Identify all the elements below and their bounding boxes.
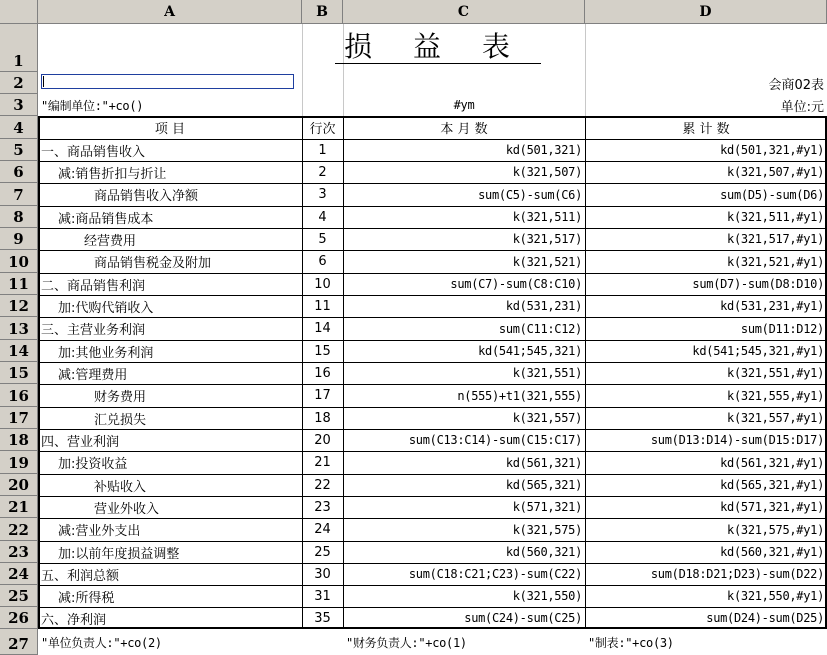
cell-d10[interactable]: k(321,521,#y1) (727, 254, 824, 269)
cell-a14[interactable]: 加:其他业务利润 (58, 345, 154, 361)
row-header-20[interactable]: 20 (0, 474, 38, 496)
cell-b15[interactable]: 16 (314, 365, 331, 381)
cell-b6[interactable]: 2 (318, 164, 327, 180)
row-header-18[interactable]: 18 (0, 429, 38, 451)
column-header-c[interactable]: C (343, 0, 585, 24)
row-header-26[interactable]: 26 (0, 607, 38, 629)
row-rule (38, 384, 827, 385)
row-rule (38, 228, 827, 229)
column-header-b[interactable]: B (302, 0, 343, 24)
title-underline (335, 63, 541, 64)
row-header-17[interactable]: 17 (0, 407, 38, 429)
cell-b11[interactable]: 10 (314, 276, 331, 292)
cell-a6[interactable]: 减:销售折扣与折让 (58, 166, 167, 182)
cell-a17[interactable]: 汇兑损失 (94, 412, 147, 428)
cell-c3[interactable]: #ym (453, 98, 475, 112)
cell-d22[interactable]: k(321,575,#y1) (727, 522, 824, 537)
gridline (302, 24, 303, 116)
cell-a9[interactable]: 经营费用 (84, 233, 137, 249)
cell-c20[interactable]: kd(565,321) (505, 478, 582, 492)
row-header-22[interactable]: 22 (0, 518, 38, 541)
cell-a4-header-item[interactable]: 项 目 (154, 122, 186, 137)
cell-c25[interactable]: k(321,550) (512, 589, 582, 603)
select-all-corner[interactable] (0, 0, 38, 24)
cell-a21[interactable]: 营业外收入 (94, 501, 160, 517)
row-rule (38, 518, 827, 519)
cell-a3[interactable]: "编制单位:"+co() (41, 98, 144, 113)
cell-c19[interactable]: kd(561,321) (505, 455, 582, 470)
cell-a8[interactable]: 减:商品销售成本 (58, 211, 154, 227)
cell-a22[interactable]: 减:营业外支出 (58, 524, 141, 539)
cell-a5[interactable]: 一、商品销售收入 (41, 144, 146, 160)
row-header-6[interactable]: 6 (0, 161, 38, 183)
cell-c11[interactable]: sum(C7)-sum(C8:C10) (450, 277, 582, 291)
row-header-24[interactable]: 24 (0, 563, 38, 585)
cell-d11[interactable]: sum(D7)-sum(D8:D10) (692, 277, 824, 291)
cell-b22[interactable]: 24 (314, 522, 331, 537)
row-rule (38, 161, 827, 162)
row-header-5[interactable]: 5 (0, 139, 38, 161)
cell-d9[interactable]: k(321,517,#y1) (727, 232, 824, 246)
row-header-25[interactable]: 25 (0, 585, 38, 607)
column-rule (585, 116, 586, 629)
cell-b10[interactable]: 6 (318, 254, 327, 269)
row-header-11[interactable]: 11 (0, 273, 38, 295)
row-header-3[interactable]: 3 (0, 94, 38, 116)
cell-a7[interactable]: 商品销售收入净额 (94, 189, 199, 204)
column-header-bar (0, 0, 827, 24)
cell-b8[interactable]: 4 (318, 209, 327, 225)
row-header-8[interactable]: 8 (0, 206, 38, 228)
cell-c24[interactable]: sum(C18:C21;C23)-sum(C22) (408, 567, 582, 581)
cell-d3[interactable]: 单位:元 (780, 99, 824, 115)
cell-c18[interactable]: sum(C13:C14)-sum(C15:C17) (408, 433, 582, 447)
row-header-15[interactable]: 15 (0, 362, 38, 384)
cell-d27[interactable]: "制表:"+co(3) (588, 635, 674, 650)
cell-c16[interactable]: n(555)+t1(321,555) (457, 388, 582, 403)
row-header-21[interactable]: 21 (0, 496, 38, 518)
cell-a25[interactable]: 减:所得税 (58, 590, 115, 606)
cell-c23[interactable]: kd(560,321) (505, 545, 582, 559)
cell-c10[interactable]: k(321,521) (512, 254, 582, 269)
cell-a26[interactable]: 六、净利润 (41, 612, 107, 628)
cell-b13[interactable]: 14 (314, 321, 331, 336)
cell-d18[interactable]: sum(D13:D14)-sum(D15:D17) (650, 433, 824, 447)
cell-b18[interactable]: 20 (314, 432, 331, 448)
cell-a18[interactable]: 四、营业利润 (41, 434, 120, 450)
cell-b20[interactable]: 22 (314, 477, 331, 493)
cell-d20[interactable]: kd(565,321,#y1) (720, 478, 824, 492)
cell-a15[interactable]: 减:管理费用 (58, 367, 128, 383)
cell-b9[interactable]: 5 (318, 231, 327, 247)
text-cursor (43, 76, 44, 87)
row-rule (38, 250, 827, 251)
row-header-19[interactable]: 19 (0, 451, 38, 474)
cell-a13[interactable]: 三、主营业务利润 (41, 323, 146, 338)
column-rule (343, 116, 344, 629)
cell-c12[interactable]: kd(531,231) (505, 299, 582, 313)
cell-c21[interactable]: k(571,321) (512, 500, 582, 514)
row-rule (38, 607, 827, 608)
cell-b25[interactable]: 31 (314, 588, 331, 604)
row-header-9[interactable]: 9 (0, 228, 38, 250)
row-header-7[interactable]: 7 (0, 183, 38, 206)
cell-b21[interactable]: 23 (314, 499, 331, 515)
cell-d15[interactable]: k(321,551,#y1) (727, 366, 824, 380)
cell-d4-header-cumulative[interactable]: 累 计 数 (682, 122, 730, 137)
column-header-a[interactable]: A (38, 0, 302, 24)
cell-b23[interactable]: 25 (314, 544, 331, 560)
cell-b24[interactable]: 30 (314, 566, 331, 582)
row-header-1[interactable]: 1 (0, 24, 38, 72)
row-rule (38, 139, 827, 140)
cell-b26[interactable]: 35 (314, 610, 331, 626)
cell-c14[interactable]: kd(541;545,321) (478, 344, 582, 358)
cell-b16[interactable]: 17 (314, 388, 331, 403)
cell-b4-header-line[interactable]: 行次 (309, 122, 336, 137)
cell-d24[interactable]: sum(D18:D21;D23)-sum(D22) (650, 567, 824, 581)
cell-d8[interactable]: k(321,511,#y1) (727, 210, 824, 224)
row-rule (38, 407, 827, 408)
row-rule (38, 474, 827, 475)
cell-d23[interactable]: kd(560,321,#y1) (720, 545, 824, 559)
cell-a20[interactable]: 补贴收入 (94, 479, 147, 495)
row-rule (38, 362, 827, 363)
row-rule (38, 206, 827, 207)
cell-c26[interactable]: sum(C24)-sum(C25) (464, 611, 582, 625)
row-rule (38, 496, 827, 497)
cell-a23[interactable]: 加:以前年度损益调整 (58, 546, 180, 562)
active-cell-a2[interactable] (41, 74, 294, 89)
row-rule (38, 541, 827, 542)
row-header-4[interactable]: 4 (0, 116, 38, 139)
cell-c7[interactable]: sum(C5)-sum(C6) (478, 187, 582, 202)
cell-d25[interactable]: k(321,550,#y1) (727, 589, 824, 603)
row-rule (38, 563, 827, 564)
cell-d6[interactable]: k(321,507,#y1) (727, 165, 824, 179)
cell-d13[interactable]: sum(D11:D12) (740, 321, 824, 336)
cell-d7[interactable]: sum(D5)-sum(D6) (720, 187, 824, 202)
cell-b19[interactable]: 21 (314, 455, 331, 470)
cell-c13[interactable]: sum(C11:C12) (498, 321, 582, 336)
cell-c15[interactable]: k(321,551) (512, 366, 582, 380)
row-header-16[interactable]: 16 (0, 384, 38, 407)
cell-a16[interactable]: 财务费用 (94, 390, 147, 405)
cell-b14[interactable]: 15 (314, 343, 331, 359)
cell-b17[interactable]: 18 (314, 410, 331, 426)
cell-c8[interactable]: k(321,511) (512, 210, 582, 224)
column-header-d[interactable]: D (585, 0, 827, 24)
row-rule (38, 585, 827, 586)
cell-d21[interactable]: kd(571,321,#y1) (720, 500, 824, 514)
cell-b7[interactable]: 3 (318, 187, 327, 202)
row-rule (38, 451, 827, 452)
row-rule (38, 295, 827, 296)
row-header-10[interactable]: 10 (0, 250, 38, 273)
cell-c22[interactable]: k(321,575) (512, 522, 582, 537)
row-rule (38, 183, 827, 184)
cell-a19[interactable]: 加:投资收益 (58, 457, 128, 472)
row-rule (38, 340, 827, 341)
cell-d26[interactable]: sum(D24)-sum(D25) (706, 611, 824, 625)
cell-d16[interactable]: k(321,555,#y1) (727, 388, 824, 403)
cell-c6[interactable]: k(321,507) (512, 165, 582, 179)
cell-c4-header-month[interactable]: 本 月 数 (440, 122, 488, 137)
cell-c9[interactable]: k(321,517) (512, 232, 582, 246)
row-header-23[interactable]: 23 (0, 541, 38, 563)
row-header-13[interactable]: 13 (0, 317, 38, 340)
row-rule (38, 317, 827, 318)
cell-c5[interactable]: kd(501,321) (505, 143, 582, 157)
cell-a27[interactable]: "单位负责人:"+co(2) (41, 635, 162, 650)
row-header-2[interactable]: 2 (0, 72, 38, 94)
row-header-27[interactable]: 27 (0, 629, 38, 655)
cell-c17[interactable]: k(321,557) (512, 411, 582, 425)
cell-a10[interactable]: 商品销售税金及附加 (94, 256, 212, 271)
cell-d12[interactable]: kd(531,231,#y1) (720, 299, 824, 313)
cell-a11[interactable]: 二、商品销售利润 (41, 278, 146, 294)
cell-a12[interactable]: 加:代购代销收入 (58, 300, 154, 316)
row-rule (38, 273, 827, 274)
cell-b12[interactable]: 11 (314, 298, 331, 314)
cell-b5[interactable]: 1 (318, 142, 327, 158)
cell-d2[interactable]: 会商02表 (768, 77, 824, 93)
cell-d5[interactable]: kd(501,321,#y1) (720, 143, 824, 157)
cell-d19[interactable]: kd(561,321,#y1) (720, 455, 824, 470)
cell-d17[interactable]: k(321,557,#y1) (727, 411, 824, 425)
row-rule (38, 429, 827, 430)
column-rule (302, 116, 303, 629)
row-header-14[interactable]: 14 (0, 340, 38, 362)
cell-a24[interactable]: 五、利润总额 (41, 568, 120, 584)
cell-d14[interactable]: kd(541;545,321,#y1) (692, 344, 824, 358)
row-header-12[interactable]: 12 (0, 295, 38, 317)
report-title[interactable]: 损 益 表 (344, 30, 526, 63)
cell-c27[interactable]: "财务负责人:"+co(1) (346, 635, 467, 650)
